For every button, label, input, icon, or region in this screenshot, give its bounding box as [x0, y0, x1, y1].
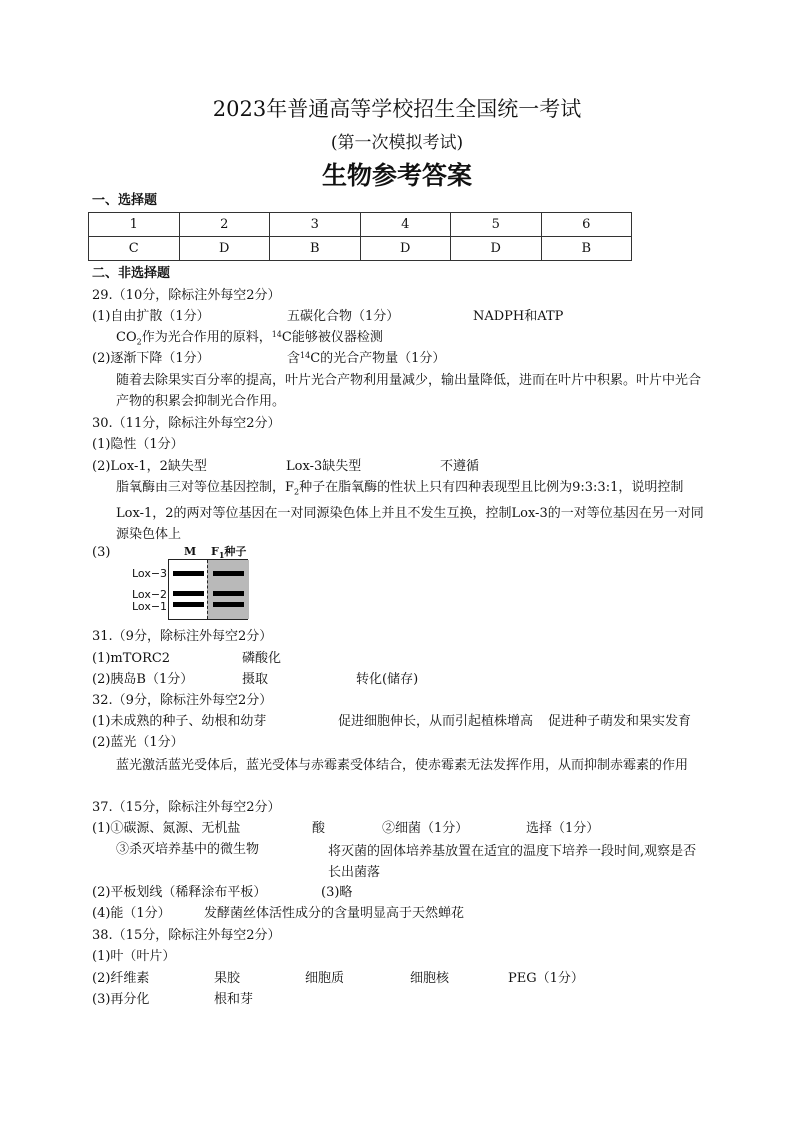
- gel-label-lox2: Lox−2: [132, 588, 168, 601]
- q29-explanation: 随着去除果实百分率的提高，叶片光合产物利用量减少，输出量降低，进而在叶片中积累。叶片中光合产物的积累会抑制光合作用。: [116, 373, 702, 409]
- q37-answer-1a: (1)①碳源、氮源、无机盐: [92, 821, 241, 836]
- q37-answer-1e: ③杀灭培养基中的微生物: [116, 842, 260, 857]
- text-span: 种子: [224, 545, 247, 558]
- q38-answer-2e: PEG（1分）: [508, 971, 584, 986]
- table-cell: D: [451, 237, 542, 261]
- table-cell: 5: [451, 213, 542, 237]
- q38-answer-2c: 细胞质: [305, 971, 345, 986]
- section-nonchoice-heading: 二、非选择题: [92, 266, 171, 281]
- choice-answer-table: [88, 212, 632, 261]
- q32-explanation: 蓝光激活蓝光受体后，蓝光受体与赤霉素受体结合，使赤霉素无法发挥作用，从而抑制赤霉素的作用: [116, 758, 689, 773]
- gel-band-f1-lox2: [213, 591, 244, 596]
- q37-answer-3: (3)略: [321, 885, 353, 900]
- q38-answer-2b: 果胶: [214, 971, 241, 986]
- table-cell: C: [89, 237, 180, 261]
- q29-answer-2a: (2)逐渐下降（1分）: [92, 351, 210, 366]
- text-span: C能够被仪器检测: [281, 330, 383, 345]
- gel-label-lox1: Lox−1: [132, 600, 168, 613]
- text-span: 脂氧酶由三对等位基因控制，F: [116, 480, 295, 495]
- q31-answer-1b: 磷酸化: [242, 651, 282, 666]
- q30-heading: 30.（11分，除标注外每空2分）: [92, 416, 281, 431]
- exam-subtitle: (第一次模拟考试): [330, 133, 464, 153]
- table-cell: 3: [270, 213, 361, 237]
- table-cell: 4: [360, 213, 451, 237]
- subscript: 2: [136, 337, 142, 347]
- table-cell: 6: [541, 213, 632, 237]
- q30-answer-1: (1)隐性（1分）: [92, 437, 184, 452]
- q31-answer-2a: (2)胰岛B（1分）: [92, 672, 194, 687]
- q32-answer-2: (2)蓝光（1分）: [92, 735, 184, 750]
- q30-answer-2a: (2)Lox-1，2缺失型: [92, 459, 207, 474]
- table-cell: B: [270, 237, 361, 261]
- text-span: 含: [287, 351, 301, 366]
- table-cell: D: [179, 237, 270, 261]
- gel-band-f1-lox3: [213, 571, 244, 576]
- q38-answer-3b: 根和芽: [214, 992, 254, 1007]
- text-span: 种子在脂氧酶的性状上只有四种表现型且比例为9:3:3:1，说明控制Lox-1，2的两对等位基因在一对同源染色体上并且不发生互换，控制Lox-3的一对等位基因在另一对同源染色体上: [116, 480, 704, 542]
- superscript: 14: [271, 330, 282, 339]
- q30-explanation: [116, 477, 704, 545]
- text-span: CO: [116, 330, 137, 345]
- superscript: 14: [300, 351, 311, 360]
- q31-answer-2c: 转化(储存): [356, 672, 419, 687]
- q29-answer-1b: 五碳化合物（1分）: [287, 309, 400, 324]
- exam-title: 2023年普通高等学校招生全国统一考试: [212, 97, 582, 121]
- q29-answer-2b: [287, 351, 445, 367]
- q29-answer-1a: (1)自由扩散（1分）: [92, 309, 210, 324]
- q31-answer-1a: (1)mTORC2: [92, 651, 171, 666]
- q31-answer-2b: 摄取: [242, 672, 269, 687]
- q29-heading: 29.（10分，除标注外每空2分）: [92, 288, 281, 303]
- gel-band-m-lox1: [173, 602, 204, 607]
- table-cell: B: [541, 237, 632, 261]
- gel-box: [168, 559, 248, 620]
- table-row-numbers: [89, 213, 632, 237]
- subscript: 1: [218, 550, 225, 561]
- q38-heading: 38.（15分，除标注外每空2分）: [92, 928, 281, 943]
- q38-answer-2a: (2)纤维素: [92, 971, 150, 986]
- q37-answer-4a: (4)能（1分）: [92, 906, 171, 921]
- table-row-answers: [89, 237, 632, 261]
- q38-answer-3a: (3)再分化: [92, 992, 150, 1007]
- text-span: F: [211, 545, 219, 558]
- table-cell: 1: [89, 213, 180, 237]
- q30-answer-3: (3): [92, 545, 111, 560]
- q37-answer-1b: 酸: [312, 821, 326, 836]
- gel-band-m-lox3: [173, 571, 204, 576]
- q38-answer-1: (1)叶（叶片）: [92, 949, 176, 964]
- gel-lane-f1: [207, 560, 249, 619]
- gel-column-m: M: [184, 545, 197, 558]
- gel-label-lox3: Lox−3: [132, 567, 168, 580]
- subscript: 2: [294, 487, 300, 497]
- q32-answer-1a: (1)未成熟的种子、幼根和幼芽: [92, 714, 267, 729]
- q32-answer-1c: 促进种子萌发和果实发育: [548, 714, 692, 729]
- table-cell: D: [360, 237, 451, 261]
- q37-answer-1c: ②细菌（1分）: [382, 821, 469, 836]
- q37-answer-2: (2)平板划线（稀释涂布平板）: [92, 885, 267, 900]
- q37-heading: 37.（15分，除标注外每空2分）: [92, 800, 281, 815]
- text-span: C的光合产物量（1分）: [310, 351, 446, 366]
- gel-band-f1-lox1: [213, 602, 244, 607]
- q37-answer-4b: 发酵菌丝体活性成分的含量明显高于天然蝉花: [204, 906, 465, 921]
- q32-answer-1b: 促进细胞伸长，从而引起植株增高: [338, 714, 534, 729]
- section-choice-heading: 一、选择题: [92, 193, 158, 208]
- q29-answer-1c: NADPH和ATP: [473, 309, 564, 324]
- gel-band-m-lox2: [173, 591, 204, 596]
- table-cell: 2: [179, 213, 270, 237]
- q37-answer-1d: 选择（1分）: [526, 821, 600, 836]
- q38-answer-2d: 细胞核: [410, 971, 450, 986]
- q31-heading: 31.（9分，除标注外每空2分）: [92, 629, 273, 644]
- text-span: 作为光合作用的原料，: [141, 330, 272, 345]
- q30-answer-2b: Lox-3缺失型: [286, 459, 362, 474]
- q29-answer-1d: [116, 330, 383, 351]
- q37-answer-1f: 将灭菌的固体培养基放置在适宜的温度下培养一段时间,观察是否长出菌落: [328, 844, 697, 880]
- answer-key-title: 生物参考答案: [321, 161, 472, 190]
- q32-heading: 32.（9分，除标注外每空2分）: [92, 693, 273, 708]
- q30-answer-2c: 不遵循: [440, 459, 480, 474]
